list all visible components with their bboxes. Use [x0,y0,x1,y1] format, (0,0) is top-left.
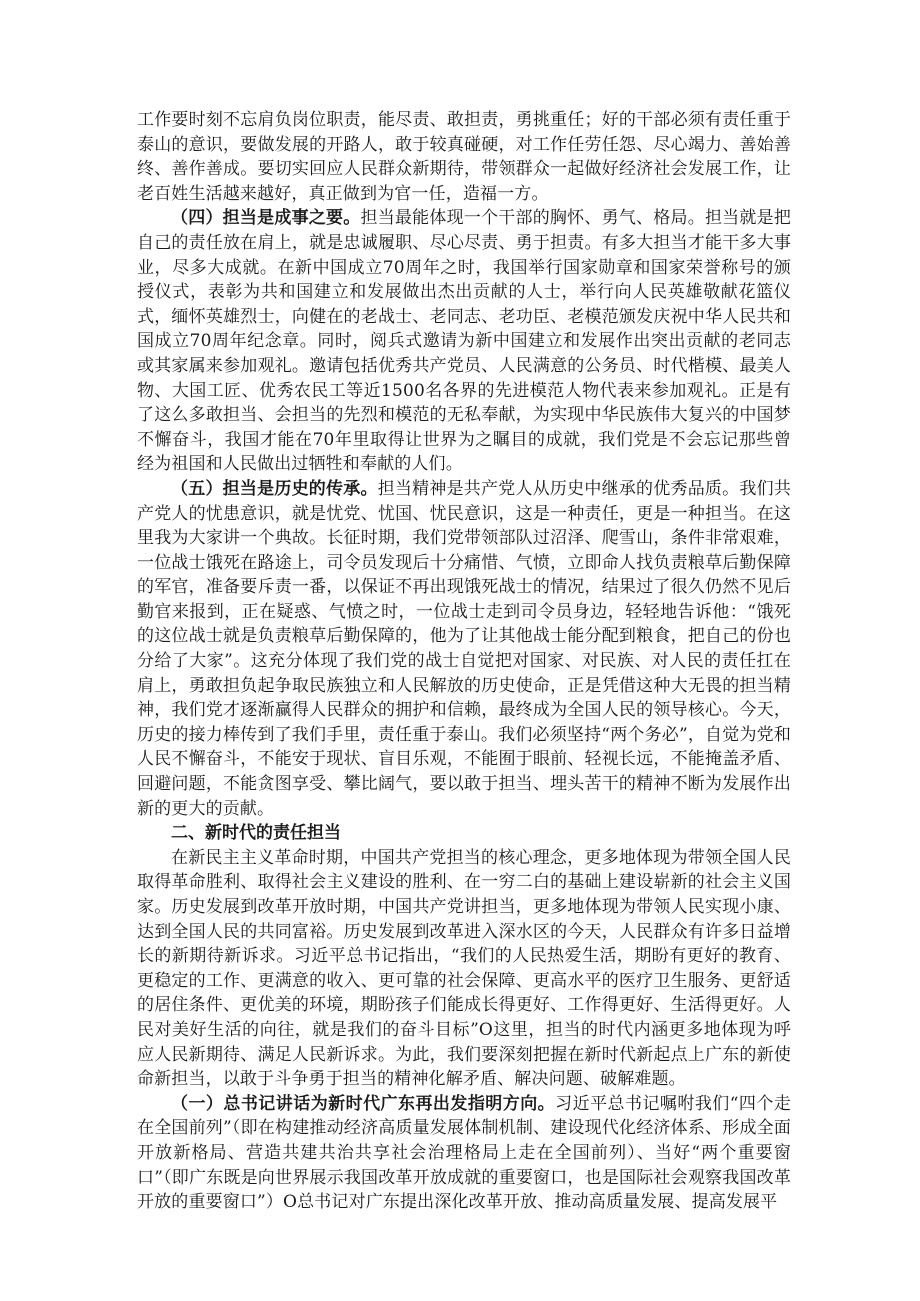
paragraph-text: 担当最能体现一个干部的胸怀、勇气、格局。担当就是把自己的责任放在肩上，就是忠诚履职、尽心尽责、勇于担责。有多大担当才能干多大事业，尽多大成就。在新中国成立70周年之时，我国举行国家勋章和国家荣誉称号的颁授仪式，表彰为共和国建立和发展做出杰出贡献的人士，举行向人民英雄敬献花篮仪式，缅怀英雄烈士，向健在的老战士、老同志、老功臣、老模范颁发庆祝中华人民共和国成立70周年纪念章。同时，阅兵式邀请为新中国建立和发展作出突出贡献的老同志或其家属来参加观礼。邀请包括优秀共产党员、人民满意的公务员、时代楷模、最美人物、大国工匠、优秀农民工等近1500名各界的先进模范人物代表来参加观礼。正是有了这么多敢担当、会担当的先烈和模范的无私奉献，为实现中华民族伟大复兴的中国梦不懈奋斗，我国才能在70年里取得让世界为之瞩目的成就，我们党是不会忘记那些曾经为祖国和人民做出过牺牲和奉献的人们。 [137,208,791,475]
subsection-heading-1: （一）总书记讲话为新时代广东再出发指明方向。 [171,1093,556,1114]
paragraph-text: 工作要时刻不忘肩负岗位职责，能尽责、敢担责，勇挑重任；好的干部必须有责任重于泰山的意识，要做发展的开路人，敢于较真碰硬，对工作任劳任怨、尽心竭力、善始善终、善作善成。要切实回应人民群众新期待，带领群众一起做好经济社会发展工作，让老百姓生活越来越好，真正做到为官一任，造福一方。 [137,110,791,204]
paragraph-continuation [137,108,791,206]
paragraph-section-5 [137,477,791,821]
subsection-heading-5: （五）担当是历史的传承。 [171,478,378,499]
paragraph-new-era [137,846,791,1092]
paragraph-section-4 [137,206,791,477]
paragraph-subsection-1 [137,1092,791,1215]
paragraph-text: 担当精神是共产党人从历史中继承的优秀品质。我们共产党人的忧患意识，就是忧党、忧国、忧民意识，这是一种责任，更是一种担当。在这里我为大家讲一个典故。长征时期，我们党带领部队过沼泽、爬雪山，条件非常艰难，一位战士饿死在路途上，司令员发现后十分痛惜、气愤，立即命人找负责粮草后勤保障的军官，准备要斥责一番，以保证不再出现饿死战士的情况，结果过了很久仍然不见后勤官来报到，正在疑惑、气愤之时，一位战士走到司令员身边，轻轻地告诉他：“饿死的这位战士就是负责粮草后勤保障的，他为了让其他战士能分配到粮食，把自己的份也分给了大家”。这充分体现了我们党的战士自觉把对国家、对民族、对人民的责任扛在肩上，勇敢担负起争取民族独立和人民解放的历史使命，正是凭借这种大无畏的担当精神，我们党才逐渐赢得人民群众的拥护和信赖，最终成为全国人民的领导核心。今天，历史的接力棒传到了我们手里，责任重于泰山。我们必须坚持“两个务必”，自觉为党和人民不懈奋斗，不能安于现状、盲目乐观，不能囿于眼前、轻视长远，不能掩盖矛盾、回避问题，不能贪图享受、攀比阔气，要以敢于担当、埋头苦干的精神不断为发展作出新的更大的贡献。 [137,478,791,819]
paragraph-text: 在新民主主义革命时期，中国共产党担当的核心理念，更多地体现为带领全国人民取得革命胜利、取得社会主义建设的胜利、在一穷二白的基础上建设崭新的社会主义国家。历史发展到改革开放时期，中国共产党讲担当，更多地体现为带领人民实现小康、达到全国人民的共同富裕。历史发展到改革进入深水区的今天，人民群众有许多日益增长的新期待新诉求。习近平总书记指出，“我们的人民热爱生活，期盼有更好的教育、更稳定的工作、更满意的收入、更可靠的社会保障、更高水平的医疗卫生服务、更舒适的居住条件、更优美的环境，期盼孩子们能成长得更好、工作得更好、生活得更好。人民对美好生活的向往，就是我们的奋斗目标”O这里，担当的时代内涵更多地体现为呼应人民新期待、满足人民新诉求。为此，我们要深刻把握在新时代新起点上广东的新使命新担当，以敢于斗争勇于担当的精神化解矛盾、解决问题、破解难题。 [137,847,791,1090]
document-page [137,108,791,1215]
section-heading-2: 二、新时代的责任担当 [171,823,341,844]
subsection-heading-4: （四）担当是成事之要。 [171,208,361,229]
paragraph-text: 习近平总书记嘱咐我们“四个走在全国前列”（即在构建推动经济高质量发展体制机制、建设现代化经济体系、形成全面开放新格局、营造共建共治共享社会治理格局上走在全国前列）、当好“两个重要窗口”（即广东既是向世界展示我国改革开放成就的重要窗口，也是国际社会观察我国改革开放的重要窗口”）O总书记对广东提出深化改革开放、推动高质量发展、提高发展平 [137,1093,791,1213]
